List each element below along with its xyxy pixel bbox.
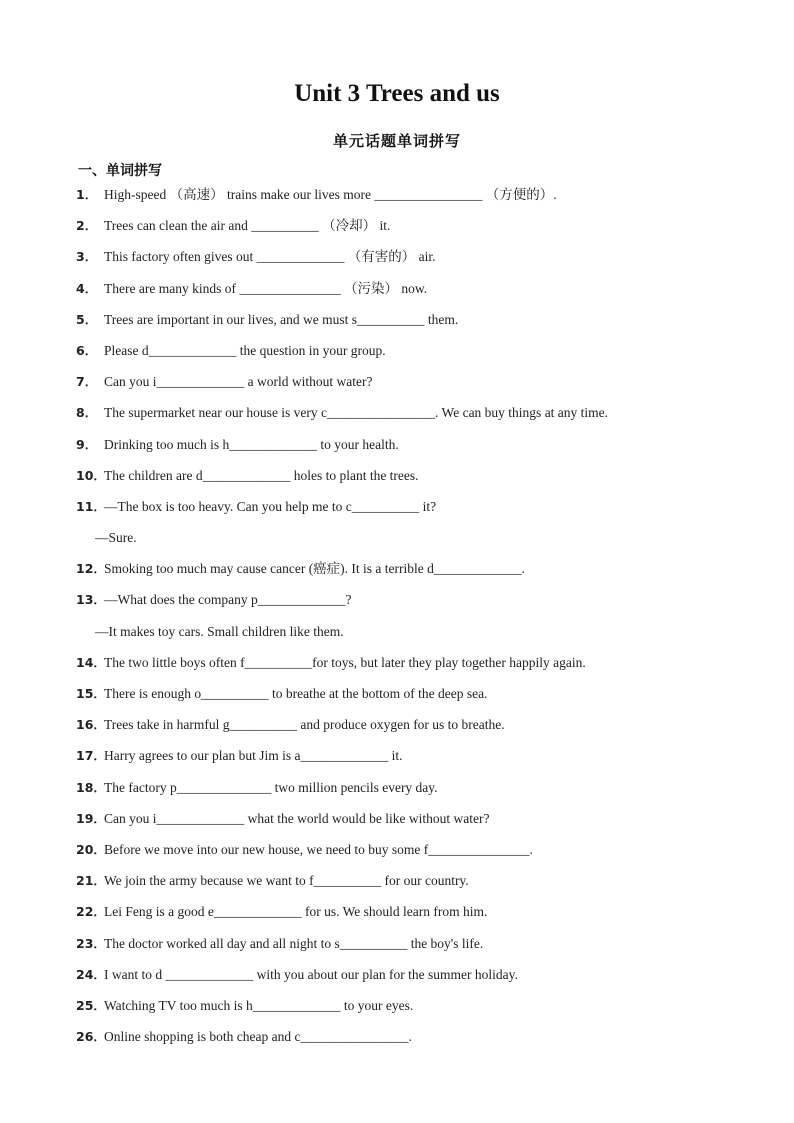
exercise-number: 11．: [76, 498, 106, 514]
exercise-text: Can you i_____________ a world without water?: [104, 374, 373, 390]
exercise-item: [0, 683, 794, 714]
exercise-item: [0, 434, 794, 465]
exercise-number: 21．: [76, 873, 106, 889]
exercise-item: [0, 589, 794, 620]
exercise-number: 1．: [76, 187, 98, 202]
exercise-text: Lei Feng is a good e_____________ for us. We should learn from him.: [104, 904, 488, 920]
exercise-number: 7．: [76, 374, 98, 390]
exercise-number: 15．: [76, 686, 106, 701]
exercise-item: [0, 496, 794, 527]
page-title: Unit 3 Trees and us: [294, 80, 500, 107]
exercise-text: Trees can clean the air and __________ （冷却） it.: [104, 218, 391, 234]
exercise-text: Trees take in harmful g__________ and produce oxygen for us to breathe.: [104, 717, 505, 733]
page-subtitle: 单元话题单词拼写: [332, 132, 461, 150]
exercise-number: 6．: [76, 342, 98, 358]
exercise-number: 9．: [76, 436, 98, 452]
exercise-item: [0, 184, 794, 215]
exercise-text: The children are d_____________ holes to plant the trees.: [104, 467, 419, 483]
exercise-number: 24．: [76, 966, 106, 982]
section-heading: 一、单词拼写: [78, 163, 162, 179]
exercise-number: 8．: [76, 405, 98, 421]
exercise-text: Can you i_____________ what the world would be like without water?: [104, 810, 490, 826]
exercise-number: 4．: [76, 280, 98, 296]
exercise-item: [0, 309, 794, 340]
exercise-number: 18．: [76, 779, 106, 795]
exercise-text: Trees are important in our lives, and we must s__________ them.: [104, 311, 459, 327]
exercise-item: [0, 340, 794, 371]
exercise-number: 23．: [76, 935, 106, 951]
exercise-text: —The box is too heavy. Can you help me to c__________ it?: [104, 498, 437, 514]
exercise-item: [0, 901, 794, 932]
exercise-text: High-speed （高速） trains make our lives more ________________ （方便的）.: [104, 187, 557, 202]
exercise-item: [0, 714, 794, 745]
exercise-item: [0, 402, 794, 433]
exercise-number: 12．: [76, 561, 106, 577]
exercise-number: 16．: [76, 717, 106, 733]
exercise-list: [0, 184, 794, 1057]
exercise-text: The supermarket near our house is very c________________. We can buy things at any time.: [104, 405, 609, 421]
exercise-number: 20．: [76, 841, 106, 857]
exercise-text: Harry agrees to our plan but Jim is a_____________ it.: [104, 748, 403, 764]
exercise-text: Online shopping is both cheap and c________________.: [104, 1029, 412, 1045]
exercise-number: 2．: [76, 218, 98, 234]
exercise-item: [0, 652, 794, 683]
exercise-number: 25．: [76, 997, 106, 1013]
exercise-text: Please d_____________ the question in your group.: [104, 342, 386, 358]
exercise-number: 13．: [76, 592, 106, 608]
exercise-item: [0, 278, 794, 309]
exercise-item-continuation: [0, 621, 794, 652]
exercise-item-continuation: [0, 527, 794, 558]
exercise-item: [0, 870, 794, 901]
exercise-text: There are many kinds of _______________ （污染） now.: [104, 280, 428, 296]
exercise-text: Watching TV too much is h_____________ to your eyes.: [104, 997, 414, 1013]
exercise-text: —Sure.: [95, 530, 137, 546]
exercise-item: [0, 808, 794, 839]
exercise-text: Before we move into our new house, we need to buy some f_______________.: [104, 841, 533, 857]
exercise-item: [0, 465, 794, 496]
exercise-item: [0, 745, 794, 776]
exercise-text: Drinking too much is h_____________ to your health.: [104, 436, 399, 452]
exercise-number: 3．: [76, 249, 98, 265]
exercise-number: 17．: [76, 748, 106, 764]
exercise-number: 26．: [76, 1029, 106, 1045]
exercise-item: [0, 933, 794, 964]
exercise-number: 19．: [76, 810, 106, 826]
exercise-item: [0, 995, 794, 1026]
exercise-item: [0, 371, 794, 402]
exercise-item: [0, 1026, 794, 1057]
exercise-text: The factory p______________ two million pencils every day.: [104, 779, 438, 795]
exercise-text: This factory often gives out _____________ （有害的） air.: [104, 249, 436, 265]
exercise-text: —It makes toy cars. Small children like them.: [95, 623, 344, 639]
exercise-item: [0, 558, 794, 589]
exercise-text: Smoking too much may cause cancer (癌症). It is a terrible d_____________.: [104, 561, 526, 577]
exercise-text: —What does the company p_____________?: [104, 592, 352, 608]
exercise-item: [0, 215, 794, 246]
exercise-text: I want to d _____________ with you about our plan for the summer holiday.: [104, 966, 518, 982]
exercise-text: The doctor worked all day and all night to s__________ the boy's life.: [104, 935, 484, 951]
exercise-text: We join the army because we want to f__________ for our country.: [104, 873, 469, 889]
exercise-text: The two little boys often f__________for toys, but later they play together happily again.: [104, 654, 586, 670]
exercise-number: 14．: [76, 654, 106, 670]
exercise-number: 22．: [76, 904, 106, 920]
exercise-number: 5．: [76, 311, 98, 327]
exercise-item: [0, 777, 794, 808]
exercise-number: 10．: [76, 467, 106, 483]
exercise-text: There is enough o__________ to breathe at the bottom of the deep sea.: [104, 686, 488, 701]
exercise-item: [0, 964, 794, 995]
exercise-item: [0, 839, 794, 870]
exercise-item: [0, 246, 794, 277]
